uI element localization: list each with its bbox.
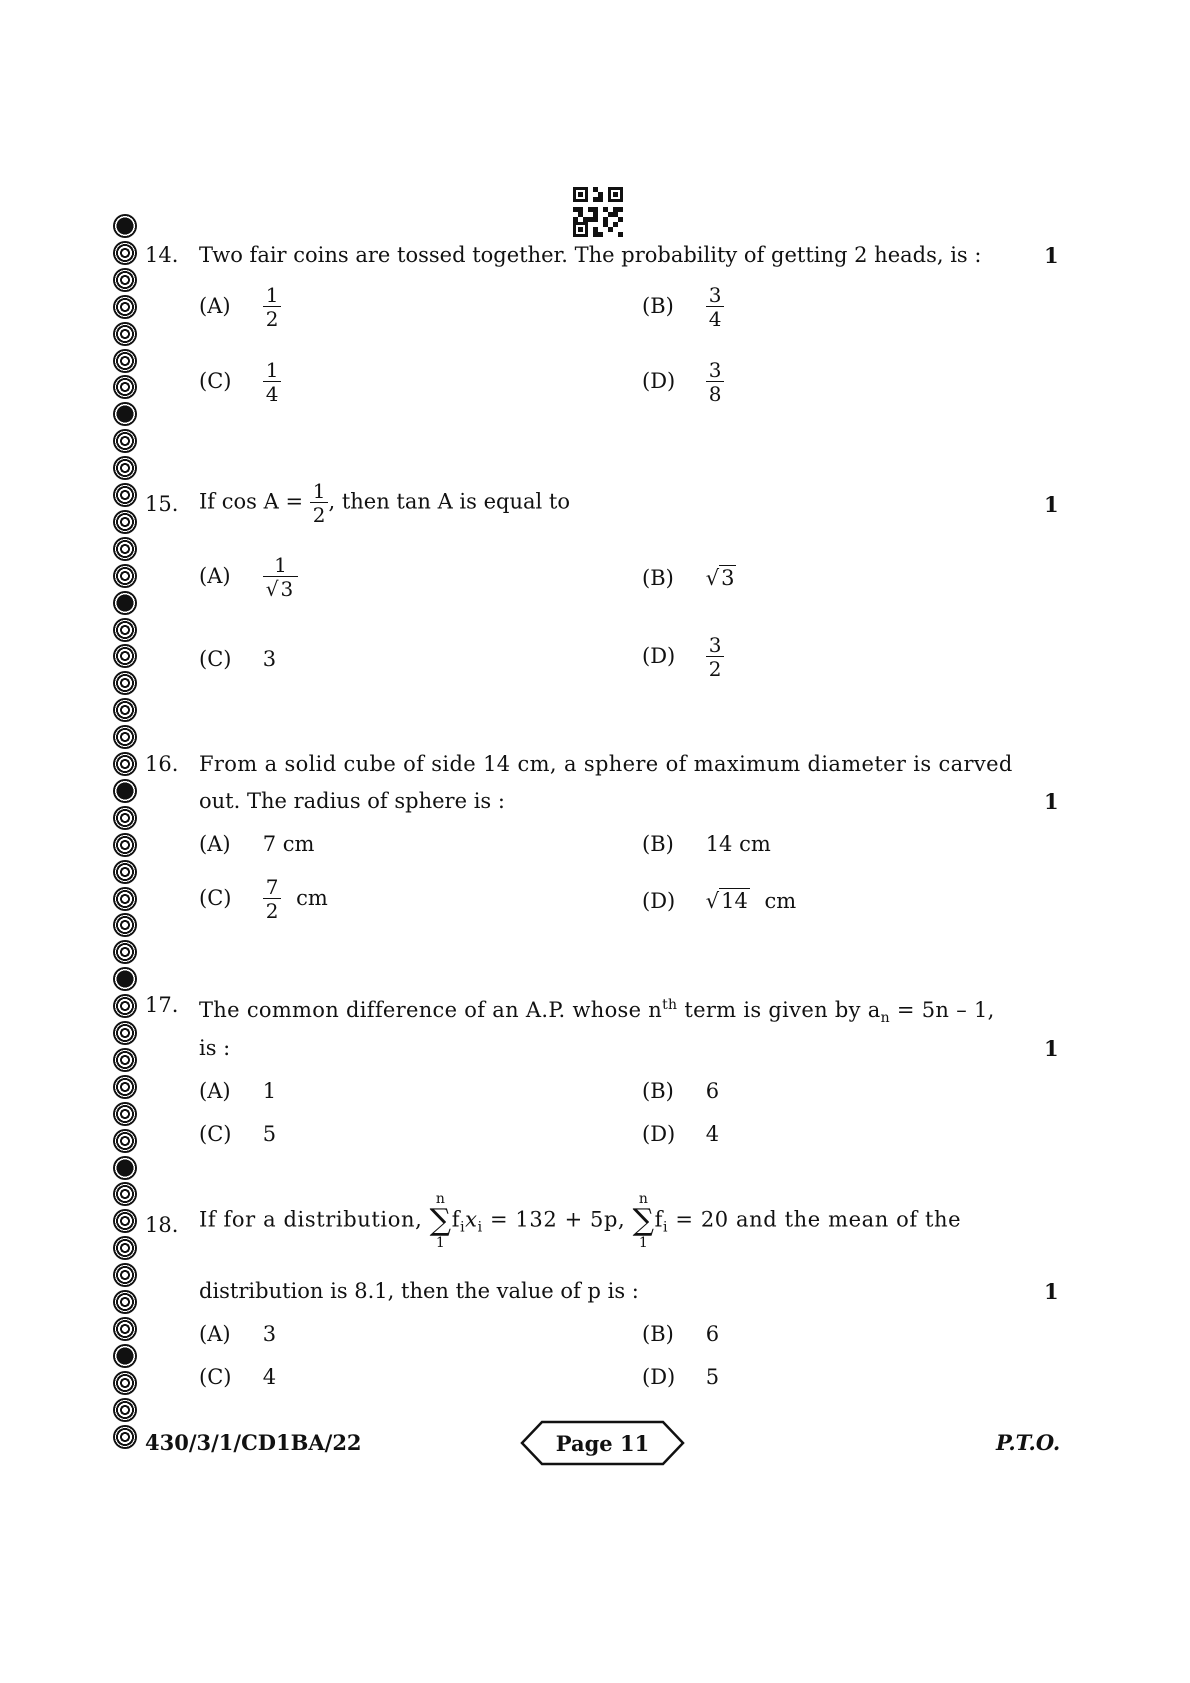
marks-value: 1 [1044,243,1059,268]
option-a[interactable] [199,1322,276,1346]
option-a[interactable] [199,554,298,600]
concentric-ring-mark-icon [113,671,137,695]
option-value: 6 [705,1079,720,1103]
unit: cm [296,885,328,910]
option-a[interactable] [199,284,281,330]
paper-code: 430/3/1/CD1BA/22 [145,1430,362,1455]
option-b[interactable] [642,1079,719,1103]
fraction: $\frac{3}{2}$ [706,634,725,680]
concentric-ring-mark-icon [113,698,137,722]
question-text: If cos A = $\frac{1}{2}$ , then tan A is equal to [199,479,570,527]
option-c[interactable] [199,1122,276,1146]
option-value: 3 [262,1322,277,1346]
option-label: (A) [199,293,231,318]
option-d[interactable] [642,359,724,405]
question-text-line-2: out. The radius of sphere is : [199,789,505,813]
concentric-ring-mark-icon [113,994,137,1018]
option-d[interactable] [642,1122,719,1146]
unit: cm [764,889,797,913]
concentric-ring-mark-icon [113,887,137,911]
question-text-line-1: If for a distribution, n ∑ 1 $f_ix_i = 132 + 5p$, n ∑ 1 $f_i = 20$ and the mean of the [199,1191,962,1251]
option-label: (C) [199,1122,232,1146]
filled-circle-mark-icon [113,402,137,426]
filled-circle-mark-icon [113,214,137,238]
fraction: $\frac{7}{2}$ [263,876,282,922]
question-number: 17. [145,993,179,1017]
option-d[interactable] [642,1365,719,1389]
concentric-ring-mark-icon [113,806,137,830]
concentric-ring-mark-icon [113,429,137,453]
filled-circle-mark-icon [113,1156,137,1180]
square-root: √14 [705,889,748,913]
concentric-ring-mark-icon [113,241,137,265]
fraction: $\frac{1}{√ 3}$ [263,554,298,600]
concentric-ring-mark-icon [113,752,137,776]
option-label: (A) [199,1079,231,1103]
option-label: (C) [199,647,232,671]
question-text-line-1: The common difference of an A.P. whose $n^{th}$ term is given by $a_n = 5n - 1$, [199,997,995,1026]
marks-value: 1 [1044,492,1059,517]
question-number: 16. [145,752,179,776]
option-c[interactable] [199,359,281,405]
concentric-ring-mark-icon [113,483,137,507]
option-value: 7 cm [262,832,315,856]
option-b[interactable] [642,832,771,856]
concentric-ring-mark-icon [113,1317,137,1341]
square-root: √3 [705,566,735,590]
concentric-ring-mark-icon [113,375,137,399]
option-value: 5 [705,1365,720,1389]
option-label: (D) [642,1122,676,1146]
option-label: (D) [642,643,676,668]
filled-circle-mark-icon [113,1344,137,1368]
option-label: (D) [642,889,676,913]
concentric-ring-mark-icon [113,1048,137,1072]
option-label: (C) [199,1365,232,1389]
summation: n ∑ 1 [632,1191,655,1251]
concentric-ring-mark-icon [113,349,137,373]
concentric-ring-mark-icon [113,1102,137,1126]
concentric-ring-mark-icon [113,940,137,964]
option-d[interactable] [642,634,724,680]
option-label: (C) [199,368,232,393]
concentric-ring-mark-icon [113,913,137,937]
concentric-ring-mark-icon [113,618,137,642]
option-label: (B) [642,1322,674,1346]
filled-circle-mark-icon [113,591,137,615]
fraction: $\frac{3}{8}$ [706,359,725,405]
qr-code-icon [573,187,623,237]
question-text-line-2: is : [199,1036,231,1060]
concentric-ring-mark-icon [113,1398,137,1422]
option-a[interactable] [199,1079,276,1103]
option-c[interactable] [199,1365,276,1389]
option-a[interactable] [199,832,314,856]
option-d[interactable] [642,889,796,913]
fraction: $\frac{1}{4}$ [263,359,282,405]
question-number: 14. [145,243,179,267]
option-value: 4 [705,1122,720,1146]
concentric-ring-mark-icon [113,295,137,319]
concentric-ring-mark-icon [113,725,137,749]
question-text-line-1: From a solid cube of side 14 cm, a sphere of maximum diameter is carved [199,752,1013,776]
marks-value: 1 [1044,1279,1059,1304]
concentric-ring-mark-icon [113,1263,137,1287]
concentric-ring-mark-icon [113,456,137,480]
concentric-ring-mark-icon [113,833,137,857]
concentric-ring-mark-icon [113,1182,137,1206]
option-b[interactable] [642,1322,719,1346]
please-turn-over: P.T.O. [996,1430,1061,1455]
page-number: Page 11 [555,1430,650,1456]
concentric-ring-mark-icon [113,860,137,884]
question-number: 15. [145,492,179,516]
option-label: (B) [642,566,674,590]
option-value: 14 cm [705,832,771,856]
option-value: 6 [705,1322,720,1346]
option-value: 4 [262,1365,277,1389]
filled-circle-mark-icon [113,967,137,991]
page-number-badge [520,1420,685,1466]
summation: n ∑ 1 [429,1191,452,1251]
concentric-ring-mark-icon [113,644,137,668]
option-value: 1 [262,1079,277,1103]
concentric-ring-mark-icon [113,1236,137,1260]
concentric-ring-mark-icon [113,1129,137,1153]
marks-value: 1 [1044,1036,1059,1061]
option-label: (D) [642,1365,676,1389]
option-label: (D) [642,368,676,393]
option-label: (B) [642,1079,674,1103]
option-label: (B) [642,832,674,856]
concentric-ring-mark-icon [113,1371,137,1395]
concentric-ring-mark-icon [113,268,137,292]
concentric-ring-mark-icon [113,1425,137,1449]
concentric-ring-mark-icon [113,1209,137,1233]
concentric-ring-mark-icon [113,510,137,534]
question-number: 18. [145,1213,179,1237]
marks-value: 1 [1044,789,1059,814]
filled-circle-mark-icon [113,779,137,803]
question-text: Two fair coins are tossed together. The probability of getting 2 heads, is : [199,243,982,267]
concentric-ring-mark-icon [113,1075,137,1099]
option-label: (A) [199,563,231,588]
option-label: (A) [199,832,231,856]
option-label: (C) [199,885,232,910]
concentric-ring-mark-icon [113,537,137,561]
option-b[interactable] [642,566,736,590]
option-value: 5 [262,1122,277,1146]
question-text-line-2: distribution is 8.1, then the value of p is : [199,1279,639,1303]
concentric-ring-mark-icon [113,564,137,588]
fraction: $\frac{3}{4}$ [706,284,725,330]
option-c[interactable] [199,876,328,922]
concentric-ring-mark-icon [113,1290,137,1314]
option-c[interactable] [199,647,276,671]
option-label: (B) [642,293,674,318]
option-label: (A) [199,1322,231,1346]
concentric-ring-mark-icon [113,1021,137,1045]
option-value: 3 [262,647,277,671]
concentric-ring-mark-icon [113,322,137,346]
fraction: $\frac{1}{2}$ [263,284,282,330]
option-b[interactable] [642,284,724,330]
